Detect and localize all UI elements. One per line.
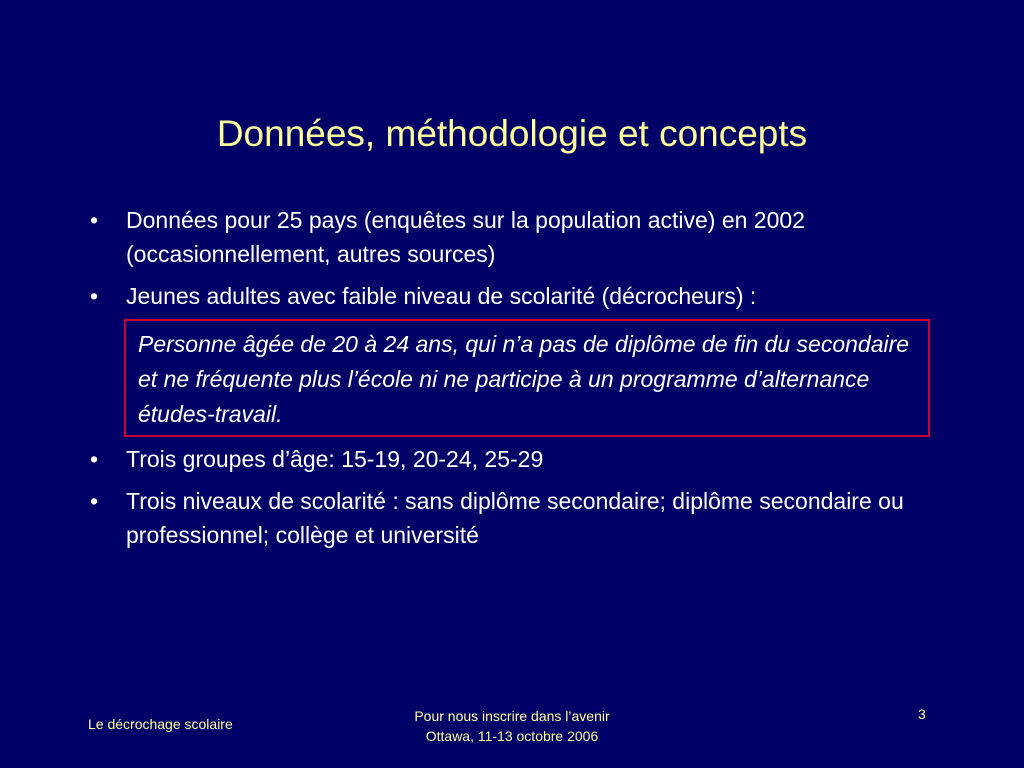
bullet-list-bottom: [90, 442, 930, 560]
bullet-item: [90, 484, 930, 552]
bullet-item: [90, 203, 930, 271]
bullet-text: Trois niveaux de scolarité : sans diplôme secondaire; diplôme secondaire ou professionnel; collège et université: [126, 488, 904, 548]
bullet-list-top: [90, 203, 930, 321]
bullet-text: Trois groupes d’âge: 15-19, 20-24, 25-29: [126, 446, 544, 472]
bullet-dot: •: [90, 207, 99, 233]
bullet-dot: •: [90, 488, 99, 514]
footer-center-line2: Ottawa, 11-13 octobre 2006: [425, 728, 599, 744]
bullet-item: [90, 442, 930, 476]
bullet-text: Jeunes adultes avec faible niveau de scolarité (décrocheurs) :: [126, 283, 757, 309]
page-number: 3: [918, 706, 926, 722]
definition-box: Personne âgée de 20 à 24 ans, qui n’a pas de diplôme de fin du secondaire et ne fréquente plus l’école ni ne participe à un programme d’alternance études-travail.: [124, 319, 930, 437]
bullet-item: [90, 279, 930, 313]
bullet-dot: •: [90, 446, 99, 472]
bullet-dot: •: [90, 283, 99, 309]
footer-center: [312, 706, 712, 746]
footer-left: Le décrochage scolaire: [88, 716, 233, 732]
footer-center-line1: Pour nous inscrire dans l’avenir: [414, 708, 610, 724]
bullet-text: Données pour 25 pays (enquêtes sur la population active) en 2002 (occasionnellement, autres sources): [126, 207, 805, 267]
slide-title: Données, méthodologie et concepts: [216, 113, 808, 154]
